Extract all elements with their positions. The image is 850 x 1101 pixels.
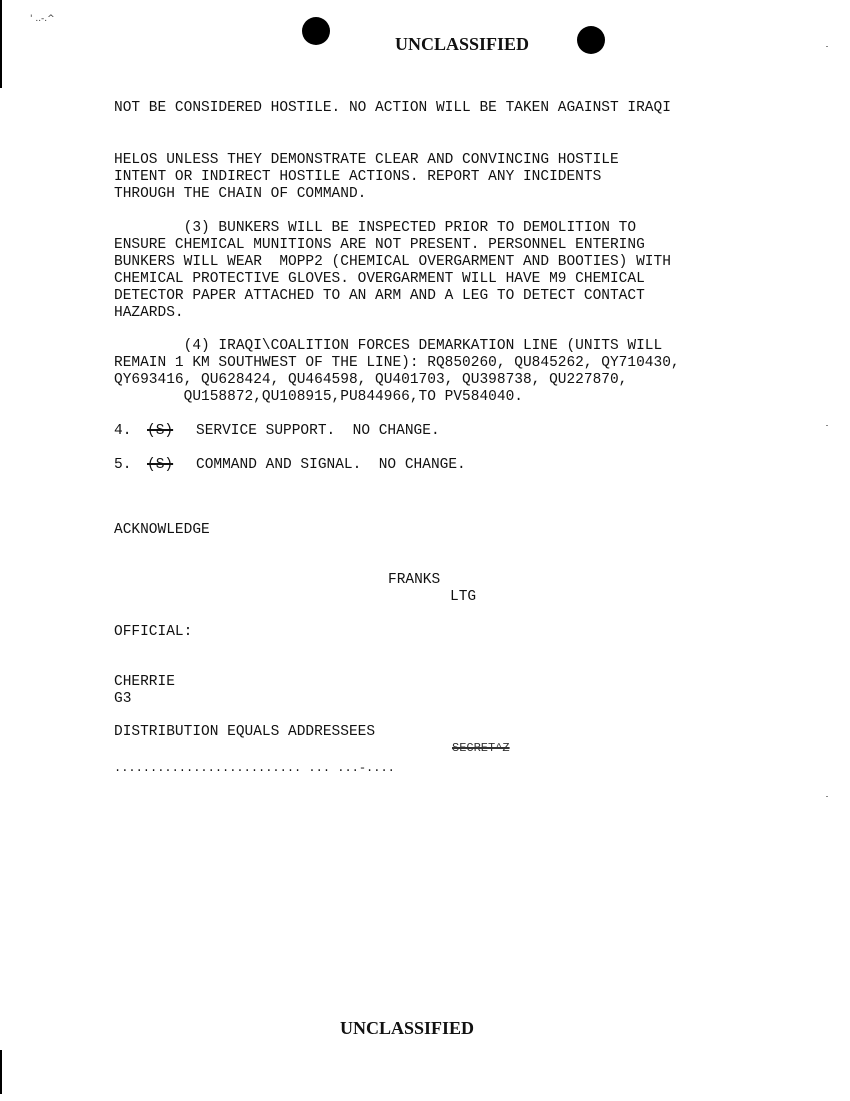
secret-stamp: SECRET^Z — [452, 741, 510, 755]
text-line: CHEMICAL PROTECTIVE GLOVES. OVERGARMENT WILL HAVE M9 CHEMICAL — [114, 271, 645, 287]
text-line: DETECTOR PAPER ATTACHED TO AN ARM AND A LEG TO DETECT CONTACT — [114, 288, 645, 304]
official-name: CHERRIE — [114, 674, 175, 690]
item-number: 5. — [114, 457, 132, 473]
acknowledge-line: ACKNOWLEDGE — [114, 522, 210, 538]
signer-rank: LTG — [450, 589, 477, 605]
text-line: HAZARDS. — [114, 305, 184, 321]
header-classification: UNCLASSIFIED — [395, 34, 530, 54]
dotted-line: .......................... ... ...-.... — [114, 761, 395, 775]
scan-edge-bottom — [0, 1050, 2, 1094]
punch-hole-left — [302, 17, 330, 45]
scan-speck — [826, 46, 828, 47]
text-line: ENSURE CHEMICAL MUNITIONS ARE NOT PRESENT. PERSONNEL ENTERING — [114, 237, 645, 253]
corner-specks: ' ..-.^ — [30, 14, 55, 24]
classification-marking: (S) — [147, 423, 174, 439]
classification-marking: (S) — [147, 457, 174, 473]
text-line: THROUGH THE CHAIN OF COMMAND. — [114, 186, 367, 202]
text-line: HELOS UNLESS THEY DEMONSTRATE CLEAR AND CONVINCING HOSTILE — [114, 152, 619, 168]
official-office: G3 — [114, 691, 132, 707]
signer-name: FRANKS — [388, 572, 441, 588]
item-number: 4. — [114, 423, 132, 439]
scan-speck — [826, 796, 828, 797]
text-line: INTENT OR INDIRECT HOSTILE ACTIONS. REPORT ANY INCIDENTS — [114, 169, 602, 185]
punch-hole-right — [577, 26, 605, 54]
text-line: QU158872,QU108915,PU844966,TO PV584040. — [114, 389, 523, 405]
official-label: OFFICIAL: — [114, 624, 193, 640]
footer-classification: UNCLASSIFIED — [340, 1018, 475, 1038]
scan-edge-top — [0, 0, 2, 88]
item-text: SERVICE SUPPORT. NO CHANGE. — [196, 423, 440, 439]
continuation-line: NOT BE CONSIDERED HOSTILE. NO ACTION WILL BE TAKEN AGAINST IRAQI — [114, 100, 671, 116]
text-line: REMAIN 1 KM SOUTHWEST OF THE LINE): RQ850260, QU845262, QY710430, — [114, 355, 680, 371]
text-line: (3) BUNKERS WILL BE INSPECTED PRIOR TO DEMOLITION TO — [114, 220, 637, 236]
scan-speck — [826, 425, 828, 426]
text-line: (4) IRAQI\COALITION FORCES DEMARKATION LINE (UNITS WILL — [114, 338, 663, 354]
text-line: BUNKERS WILL WEAR MOPP2 (CHEMICAL OVERGARMENT AND BOOTIES) WITH — [114, 254, 671, 270]
distribution-line: DISTRIBUTION EQUALS ADDRESSEES — [114, 724, 376, 740]
item-text: COMMAND AND SIGNAL. NO CHANGE. — [196, 457, 466, 473]
text-line: QY693416, QU628424, QU464598, QU401703, QU398738, QU227870, — [114, 372, 628, 388]
